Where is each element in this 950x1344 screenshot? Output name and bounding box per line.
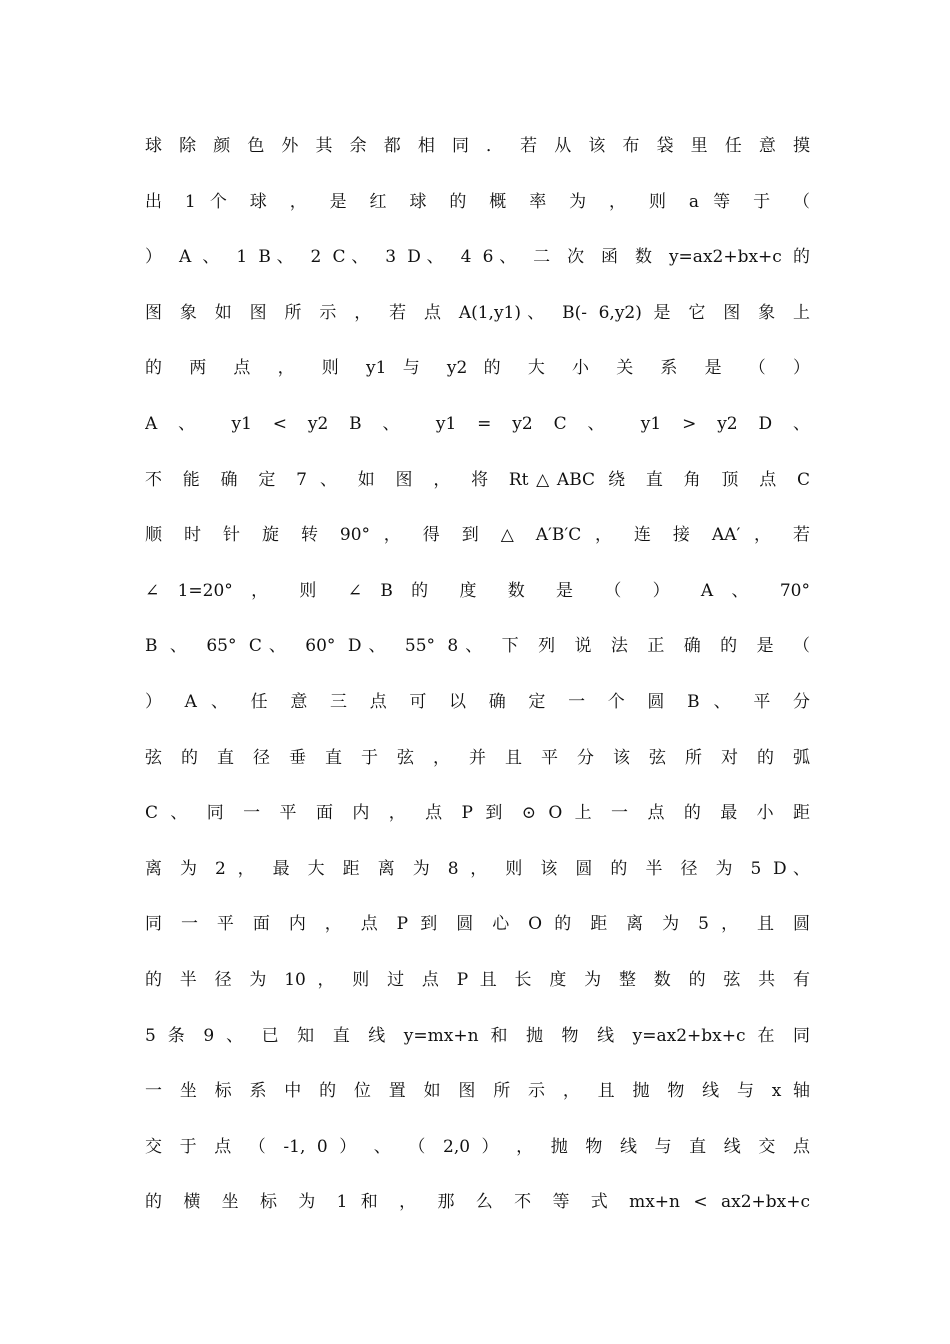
text-line-2: 出 1 个 球 ， 是 红 球 的 概 率 为 ， 则 a 等 于 （ — [145, 191, 810, 212]
text-line-18: 一 坐 标 系 中 的 位 置 如 图 所 示 ， 且 抛 物 线 与 x 轴 — [145, 1081, 810, 1102]
text-line-14: 离 为 2 ， 最 大 距 离 为 8 ， 则 该 圆 的 半 径 为 5 D、 — [145, 858, 810, 879]
text-line-9: ∠ 1=20° ， 则 ∠ B 的 度 数 是 （ ） A 、 70° — [145, 580, 810, 601]
text-line-8: 顺 时 针 旋 转 90° ， 得 到 △ A′B′C ， 连 接 AA′ ， 若 — [145, 525, 810, 546]
text-line-15: 同 一 平 面 内 ， 点 P 到 圆 心 O 的 距 离 为 5 ， 且 圆 — [145, 914, 810, 935]
text-line-11: ） A 、 任 意 三 点 可 以 确 定 一 个 圆 B 、 平 分 — [145, 691, 810, 712]
text-line-3: ） A 、 1 B、 2 C、 3 D、 4 6、 二 次 函 数 y=ax2+bx+c 的 — [145, 247, 810, 268]
text-line-12: 弦 的 直 径 垂 直 于 弦 ， 并 且 平 分 该 弦 所 对 的 弧 — [145, 747, 810, 768]
text-line-13: C 、 同 一 平 面 内 ， 点 P 到 ⊙ O 上 一 点 的 最 小 距 — [145, 803, 810, 824]
text-line-1: 球 除 颜 色 外 其 余 都 相 同 ． 若 从 该 布 袋 里 任 意 摸 — [145, 136, 810, 156]
text-line-17: 5 条 9 、 已 知 直 线 y=mx+n 和 抛 物 线 y=ax2+bx+c 在 同 — [145, 1025, 810, 1046]
text-line-4: 图 象 如 图 所 示 ， 若 点 A(1,y1)、 B(- 6,y2) 是 它 图 象 上 — [145, 302, 810, 323]
text-line-5: 的 两 点 ， 则 y1 与 y2 的 大 小 关 系 是 （ ） — [145, 358, 810, 379]
text-line-16: 的 半 径 为 10 ， 则 过 点 P 且 长 度 为 整 数 的 弦 共 有 — [145, 969, 810, 990]
text-line-7: 不 能 确 定 7 、 如 图 ， 将 Rt△ABC 绕 直 角 顶 点 C — [145, 469, 810, 490]
text-line-6: A 、 y1 < y2 B 、 y1 = y2 C 、 y1 > y2 D 、 — [145, 413, 810, 434]
text-line-19: 交 于 点 （ -1, 0 ） 、 （ 2,0 ） ， 抛 物 线 与 直 线 交 点 — [145, 1136, 810, 1157]
text-line-20: 的 横 坐 标 为 1 和 ， 那 么 不 等 式 mx+n < ax2+bx+c — [145, 1192, 810, 1213]
text-line-10: B 、 65° C、 60° D、 55° 8、 下 列 说 法 正 确 的 是 （ — [145, 636, 810, 657]
document-body — [145, 124, 810, 1236]
